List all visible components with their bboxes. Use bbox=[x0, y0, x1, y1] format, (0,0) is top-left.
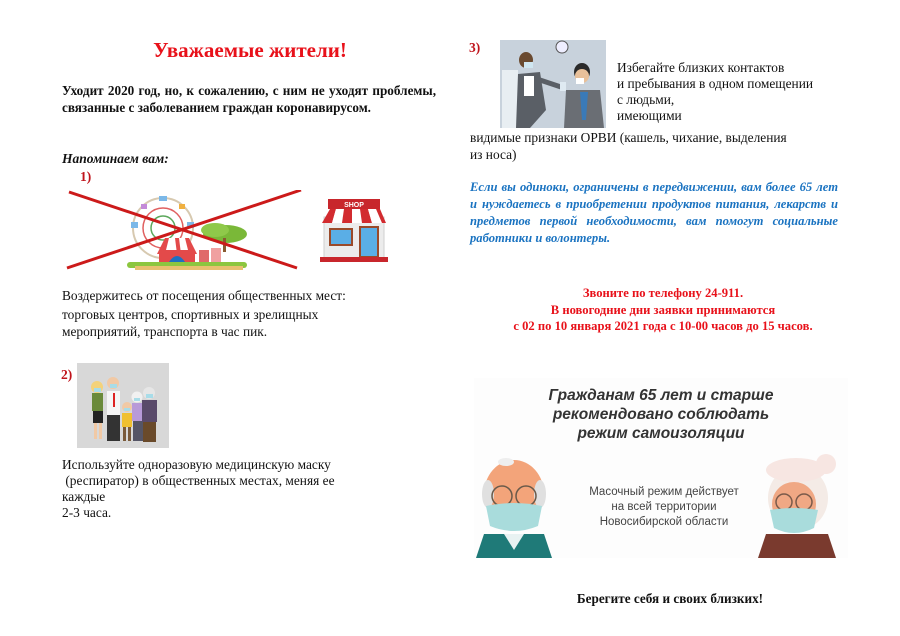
old-man-illustration bbox=[474, 450, 554, 558]
poster-title-line-1: Гражданам 65 лет и старше bbox=[548, 387, 774, 404]
rule-3-line-1: Избегайте близких контактов bbox=[617, 60, 785, 75]
poster-note-line-3: Новосибирской области bbox=[599, 516, 729, 528]
old-woman-illustration bbox=[754, 448, 842, 558]
rule-2-text-line-3: каждые bbox=[62, 489, 106, 504]
poster-note-line-2: на всей территории bbox=[611, 501, 717, 513]
poster-title-line-2: рекомендовано соблюдать bbox=[552, 406, 770, 423]
closing-message: Берегите себя и своих близких! bbox=[576, 591, 764, 606]
reminder-label: Напоминаем вам: bbox=[62, 151, 169, 166]
rule-3-text-beside bbox=[617, 60, 857, 124]
rule-1-text-line-1: Воздержитесь от посещения общественных мест: bbox=[62, 288, 346, 303]
rule-3-line-5: видимые признаки ОРВИ (кашель, чихание, выделения bbox=[470, 130, 787, 145]
crossed-out-amusement-park-image bbox=[65, 190, 305, 272]
poster-note-line-1: Масочный режим действует bbox=[589, 486, 739, 498]
page-title: Уважаемые жители! bbox=[153, 38, 347, 62]
poster-title bbox=[474, 386, 848, 443]
contact-hours: с 02 по 10 января 2021 года с 10-00 часов до 15 часов. bbox=[513, 319, 813, 333]
self-isolation-poster bbox=[474, 378, 848, 558]
contact-holiday-note: В новогодние дни заявки принимаются bbox=[550, 302, 776, 317]
poster-title-line-3: режим самоизоляции bbox=[577, 425, 745, 442]
rule-3-text-below bbox=[470, 129, 850, 163]
rule-2-text bbox=[62, 457, 382, 521]
rule-3-line-3: с людьми, bbox=[617, 92, 675, 107]
rule-1-number: 1) bbox=[80, 169, 92, 184]
help-notice: Если вы одиноки, ограничены в передвижении, вам более 65 лет и нуждаетесь в приобретении продуктов питания, лекарств и предметов первой необходимости, вам помогут социальные работники и волонтеры. bbox=[470, 180, 838, 245]
rule-1-text-line-2: торговых центров, спортивных и зрелищных мероприятий, транспорта в час пик. bbox=[62, 307, 319, 339]
contact-phone: Звоните по телефону 24-911. bbox=[582, 286, 744, 300]
shop-sign-text: SHOP bbox=[344, 202, 364, 209]
rule-3-line-2: и пребывания в одном помещении bbox=[617, 76, 814, 91]
rule-2-number: 2) bbox=[61, 367, 73, 382]
family-in-masks-image bbox=[77, 363, 169, 448]
shop-image bbox=[318, 197, 390, 263]
rule-2-text-line-1: Используйте одноразовую медицинскую маску bbox=[62, 457, 331, 472]
poster-note bbox=[564, 485, 764, 530]
office-sneezing-image bbox=[500, 40, 606, 128]
contact-info bbox=[468, 285, 858, 335]
rule-3-line-6: из носа) bbox=[470, 147, 517, 162]
rule-3-line-4: имеющими bbox=[617, 108, 682, 123]
intro-paragraph: Уходит 2020 год, но, к сожалению, с ним не уходят проблемы, связанные с заболеванием граждан коронавирусом. bbox=[62, 83, 436, 115]
rule-3-number: 3) bbox=[469, 40, 481, 55]
rule-2-text-line-2: (респиратор) в общественных местах, меняя ее bbox=[62, 473, 335, 488]
rule-2-text-line-4: 2-3 часа. bbox=[62, 505, 112, 520]
